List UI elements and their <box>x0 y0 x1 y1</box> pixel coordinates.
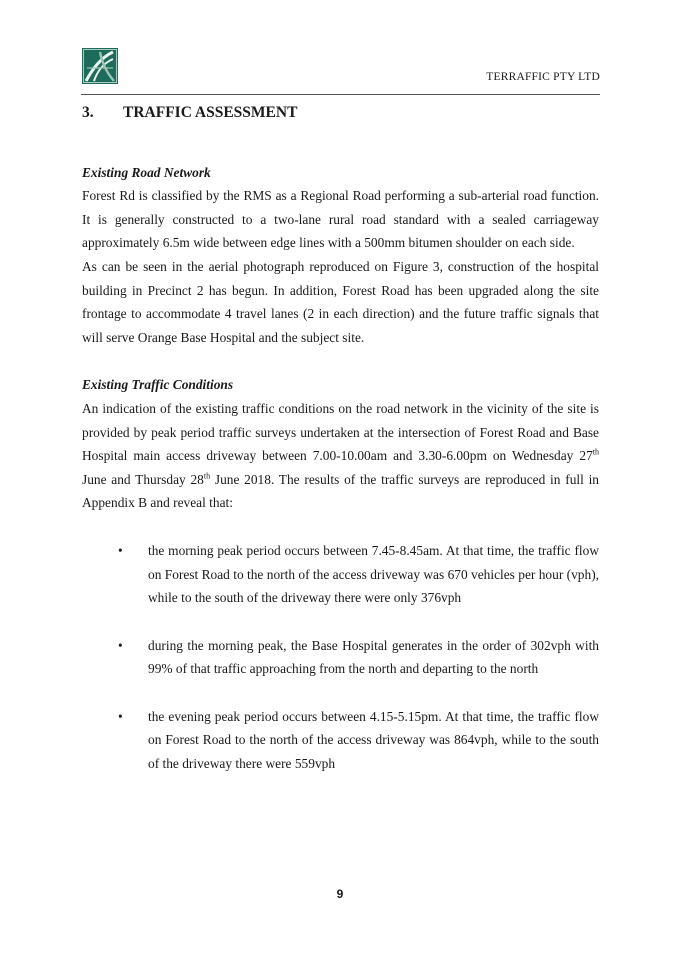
list-item-text: the evening peak period occurs between 4.15-5.15pm. At that time, the traffic flow on Forest Road to the north of the access driveway was 864vph, while to the south of the driveway there were 559vph <box>148 708 599 772</box>
ordinal-suffix: th <box>592 447 599 457</box>
terraffic-logo-icon <box>82 48 118 84</box>
traffic-conditions-heading: Existing Traffic Conditions <box>82 377 234 393</box>
traffic-conditions-intro <box>82 397 599 515</box>
section-heading <box>82 101 599 125</box>
survey-findings-list <box>82 539 599 776</box>
bullet-icon: • <box>118 542 123 558</box>
list-item <box>82 705 599 776</box>
list-item-text: the morning peak period occurs between 7.45-8.45am. At that time, the traffic flow on Forest Road to the north of the access driveway was 670 vehicles per hour (vph), while to the south of the driveway there were only 376vph <box>148 542 599 606</box>
intro-text-a: An indication of the existing traffic conditions on the road network in the vicinity of the site is provided by peak period traffic surveys undertaken at the intersection of Forest Road and Base Hospital main access driveway between 7.00-10.00am and 3.30-6.00pm on Wednesday 27 <box>82 400 599 464</box>
bullet-icon: • <box>118 708 123 724</box>
section-number: 3. <box>82 104 94 121</box>
section-title: TRAFFIC ASSESSMENT <box>123 104 298 121</box>
road-network-paragraph-2: As can be seen in the aerial photograph reproduced on Figure 3, construction of the hospital building in Precinct 2 has begun. In addition, Forest Road has been upgraded along the site frontage to accommodate 4 travel lanes (2 in each direction) and the future traffic signals that will serve Orange Base Hospital and the subject site. <box>82 258 599 345</box>
page-content <box>82 101 599 800</box>
intro-text-c: June 2018. The results of the traffic surveys are reproduced in full in Appendix B and reveal that: <box>82 471 599 511</box>
company-name: TERRAFFIC PTY LTD <box>486 71 600 83</box>
road-network-paragraph-1: Forest Rd is classified by the RMS as a Regional Road performing a sub-arterial road function. It is generally constructed to a two-lane rural road standard with a sealed carriageway approximately 6.5m wide between edge lines with a 500mm bitumen shoulder on each side. <box>82 188 599 251</box>
intro-text-b: June and Thursday 28 <box>82 471 204 487</box>
list-item <box>82 634 599 681</box>
list-item-text: during the morning peak, the Base Hospital generates in the order of 302vph with 99% of that traffic approaching from the north and departing to the north <box>148 637 599 677</box>
page-number: 9 <box>336 887 344 901</box>
road-network-heading: Existing Road Network <box>82 164 211 180</box>
header-rule <box>81 94 600 95</box>
ordinal-suffix: th <box>203 471 211 481</box>
bullet-icon: • <box>118 637 123 653</box>
list-item <box>82 539 599 610</box>
